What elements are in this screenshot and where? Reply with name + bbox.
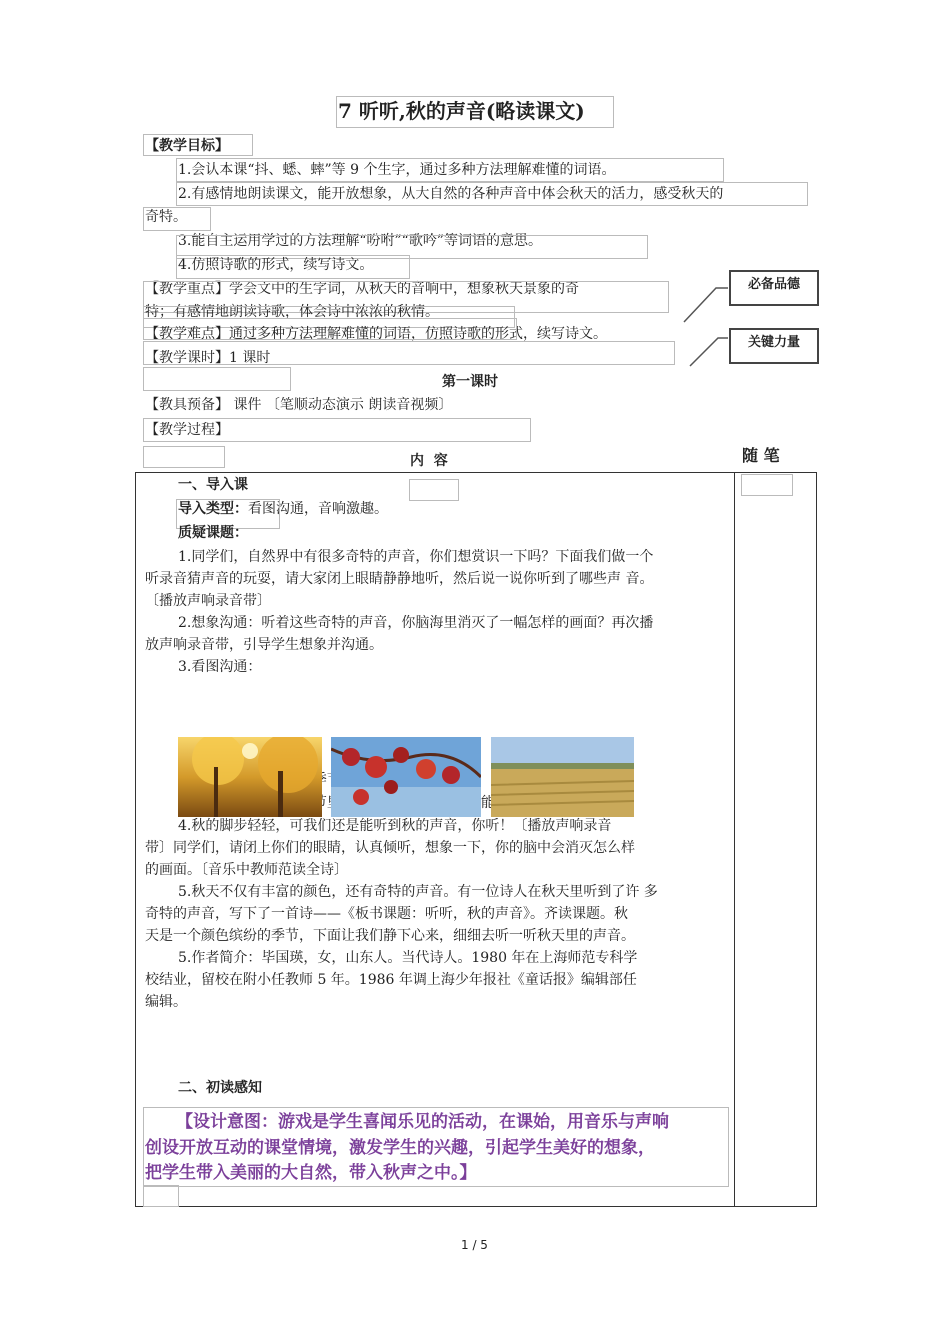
- red-leaves-photo: [331, 737, 481, 817]
- design-intent-line-1: 【设计意图：游戏是学生喜闻乐见的活动，在课始，用音乐与声响: [176, 1112, 669, 1132]
- materials: 【教具预备】 课件 〔笔顺动态演示 朗读音视频〕: [145, 397, 453, 413]
- notes-header: 随 笔: [742, 446, 780, 465]
- autumn-trees-photo: [178, 737, 322, 817]
- goals-label: 【教学目标】: [145, 138, 229, 154]
- goal-2-cont-frame: [143, 207, 211, 231]
- question-label: 质疑课题：: [178, 525, 248, 541]
- design-intent-line-2: 创设开放互动的课堂情境，激发学生的兴趣，引起学生美好的想象，: [145, 1138, 655, 1158]
- section1-line-3: 〔播放声响录音带〕: [145, 593, 271, 609]
- page-title: 7 听听,秋的声音(略读课文): [338, 99, 585, 123]
- section1-line-11: 天是一个颜色缤纷的季节，下面让我们静下心来，细细去听一听秋天里的声音。: [145, 928, 635, 944]
- empty-frame-4: [143, 1185, 179, 1207]
- goals-label-frame: [143, 134, 253, 156]
- goal-4-frame: [176, 255, 410, 279]
- section2-heading: 二、初读感知: [178, 1080, 262, 1096]
- key-point-line-2: 特；有感情地朗读诗歌，体会诗中浓浓的秋情。: [145, 304, 439, 320]
- difficult-frame: [143, 318, 517, 340]
- section1-line-8: 的画面。〔音乐中教师范读全诗〕: [145, 862, 348, 878]
- section1-line-13: 校结业，留校在附小任教师 5 年。1986 年调上海少年报社《童话报》编辑部任: [145, 972, 637, 988]
- goal-1: 1.会认本课“抖、蟋、蟀”等 9 个生字，通过多种方法理解难懂的词语。: [178, 162, 616, 178]
- section1-line-10: 奇特的声音，写下了一首诗——《板书课题：听听，秋的声音》。齐读课题。秋: [145, 906, 628, 922]
- side-box-moral: 必备品德: [729, 270, 819, 306]
- design-intent-line-3: 把学生带入美丽的大自然，带入秋声之中。】: [145, 1163, 477, 1183]
- section1-line-12: 5.作者简介：毕国瑛，女，山东人。当代诗人。1980 年在上海师范专科学: [178, 950, 638, 966]
- wheat-field-photo: [491, 737, 634, 817]
- overlap-line-3: 4.秋的脚步轻轻，可我们还是能听到秋的声音，你听！〔播放声响录音: [178, 818, 612, 834]
- goal-2: 2.有感情地朗读课文，能开放想象，从大自然的各种声音中体会秋天的活力，感受秋天的: [178, 186, 724, 202]
- section1-line-6: 3.看图沟通：: [178, 659, 262, 675]
- title-frame: [336, 96, 614, 128]
- empty-frame-3: [409, 479, 459, 501]
- intro-type-label: 导入类型：: [178, 501, 248, 517]
- table-column-divider: [734, 472, 735, 1206]
- process-label: 【教学过程】: [145, 422, 229, 438]
- annotation-connector-lines: [680, 280, 732, 370]
- notes-cell-frame: [741, 474, 793, 496]
- design-frame: [143, 1107, 729, 1187]
- section1-line-1: 1.同学们，自然界中有很多奇特的声音，你们想赏识一下吗？下面我们做一个: [178, 549, 654, 565]
- section1-line-14: 编辑。: [145, 994, 187, 1010]
- intro-type-value: 看图沟通，音响激趣。: [248, 501, 388, 517]
- section1-line-5: 放声响录音带，引导学生想象并沟通。: [145, 637, 383, 653]
- goal-4: 4.仿照诗歌的形式，续写诗文。: [178, 257, 374, 273]
- empty-frame-1: [143, 367, 291, 391]
- class-hours: 【教学课时】1 课时: [145, 350, 271, 366]
- empty-frame-2: [143, 446, 225, 468]
- goal-3: 3.能自主运用学过的方法理解“吩咐”“歌吟”等词语的意思。: [178, 233, 542, 249]
- section1-line-2: 听录音猜声音的玩耍，请大家闭上眼睛静静地听，然后说一说你听到了哪些声 音。: [145, 571, 654, 587]
- class-hours-frame: [143, 341, 675, 365]
- section1-heading: 一、导入课: [178, 477, 248, 493]
- difficult-point: 【教学难点】通过多种方法理解难懂的词语，仿照诗歌的形式，续写诗文。: [145, 326, 607, 342]
- goal-2-cont: 奇特。: [145, 209, 187, 225]
- content-header: 内 容: [410, 453, 448, 469]
- section1-line-9: 5.秋天不仅有丰富的颜色，还有奇特的声音。有一位诗人在秋天里听到了许 多: [178, 884, 658, 900]
- section1-line-4: 2.想象沟通：听着这些奇特的声音，你脑海里消灭了一幅怎样的画面？再次播: [178, 615, 654, 631]
- goal-2-frame: [176, 182, 808, 206]
- first-lesson-heading: 第一课时: [442, 374, 498, 390]
- goal-1-frame: [176, 158, 724, 182]
- key-point-line-1: 【教学重点】学会文中的生字词，从秋天的音响中，想象秋天景象的奇: [145, 281, 579, 297]
- process-frame: [143, 418, 531, 442]
- section1-line-7: 带〕同学们，请闭上你们的眼睛，认真倾听，想象一下，你的脑中会消灭怎么样: [145, 840, 635, 856]
- side-box-key-ability: 关键力量: [729, 328, 819, 364]
- page-number: 1 / 5: [461, 1238, 488, 1252]
